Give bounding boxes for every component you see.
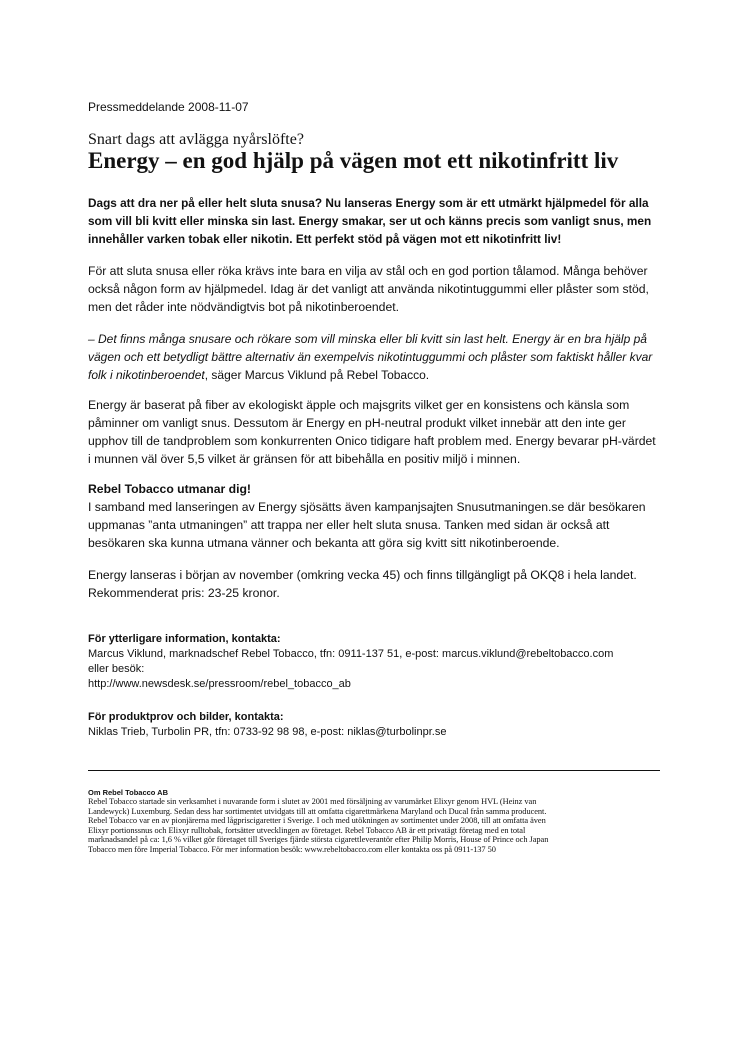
contact-visit-line: eller besök: bbox=[88, 663, 145, 675]
about-line: Landewyck) Luxemburg. Sedan dess har sortimentet utvidgats till att omfatta cigarettmärkena Maryland och Ducal från samma producent. bbox=[88, 806, 547, 816]
body-paragraph-4: I samband med lanseringen av Energy sjösätts även kampanjsajten Snusutmaningen.se där besökaren uppmanas ”anta utmaningen” att trappa ner eller helt sluta snusa. Tanken med sidan är också att besökaren ska kunna utmana vänner och bekanta att göra sig kvitt sitt nikotinberoende. bbox=[88, 500, 646, 550]
contact-block-samples bbox=[88, 710, 446, 740]
page-title: Energy – en god hjälp på vägen mot ett nikotinfritt liv bbox=[88, 148, 619, 173]
about-title: Om Rebel Tobacco AB bbox=[88, 788, 169, 797]
about-line: Rebel Tobacco var en av pionjärerna med lågpriscigaretter i Sverige. I och med utökningen av sortimentet under 2008, till att omfatta även bbox=[88, 816, 546, 825]
lead-paragraph: Dags att dra ner på eller helt sluta snusa? Nu lanseras Energy som är ett utmärkt hjälpmedel för alla som vill bli kvitt eller minska sin last. Energy smakar, ser ut och känns precis som vanligt snus, men innehåller varken tobak eller nikotin. Ett perfekt stöd på vägen mot ett nikotinfritt liv! bbox=[88, 196, 652, 246]
release-dateline: Pressmeddelande 2008-11-07 bbox=[88, 100, 249, 114]
quote-text: – Det finns många snusare och rökare som vill minska eller bli kvitt sin last helt. Energy är en bra hjälp på vägen och ett betydligt bättre alternativ än exempelvis nikotintuggummi och plåster som faktiskt håller kvar folk i nikotinberoendet bbox=[88, 332, 653, 382]
quote-paragraph bbox=[88, 330, 660, 384]
kicker-subheading: Snart dags att avlägga nyårslöfte? bbox=[88, 131, 304, 148]
about-line: Tobacco men före Imperial Tobacco. För mer information besök: www.rebeltobacco.com eller kontakta oss på 0911-137 50 bbox=[88, 844, 496, 854]
contact-label-information: För ytterligare information, kontakta: bbox=[88, 633, 281, 645]
footer-divider bbox=[88, 770, 660, 771]
contact-person-line: Marcus Viklund, marknadschef Rebel Tobacco, tfn: 0911-137 51, e-post: marcus.viklund@rebeltobacco.com bbox=[88, 648, 614, 660]
section-heading: Rebel Tobacco utmanar dig! bbox=[88, 482, 251, 496]
about-line: Rebel Tobacco startade sin verksamhet i nuvarande form i slutet av 2001 med försäljning av varumärket Elixyr genom HVL (Heinz van bbox=[88, 797, 537, 806]
body-paragraph-5: Energy lanseras i början av november (omkring vecka 45) och finns tillgängligt på OKQ8 i hela landet. Rekommenderat pris: 23-25 kronor. bbox=[88, 568, 637, 600]
about-company-block bbox=[88, 788, 660, 854]
about-line: marknadsandel på ca: 1,6 % vilket gör företaget till Sveriges fjärde största cigarettleverantör efter Philip Morris, House of Prince och Japan bbox=[88, 835, 549, 844]
about-line: Elixyr portionssnus och Elixyr rulltobak, fortsätter utvecklingen av företaget. Rebel Tobacco AB är ett privatägt företag med en total bbox=[88, 825, 526, 835]
body-paragraph-1: För att sluta snusa eller röka krävs inte bara en vilja av stål och en god portion tålamod. Många behöver också någon form av hjälpmedel. Idag är det vanligt att använda nikotintuggummi eller plåster som stöd, men det råder inte nödvändigtvis bot på nikotinberoendet. bbox=[88, 264, 649, 314]
body-paragraph-3: Energy är baserat på fiber av ekologiskt äpple och majsgrits vilket ger en konsistens och känsla som påminner om vanligt snus. Dessutom är Energy en pH-neutral produkt vilket innebär att den inte ger upphov till de tandproblem som konkurrenten Onico tidigare haft problem med. Energy bevarar pH-värdet i munnen väl över 5,5 vilket är gränsen för att bibehålla en positiv miljö i minnen. bbox=[88, 398, 656, 466]
quote-attribution: , säger Marcus Viklund på Rebel Tobacco. bbox=[204, 368, 430, 382]
samples-contact-line: Niklas Trieb, Turbolin PR, tfn: 0733-92 98 98, e-post: niklas@turbolinpr.se bbox=[88, 726, 447, 738]
newsroom-link[interactable]: http://www.newsdesk.se/pressroom/rebel_tobacco_ab bbox=[88, 678, 351, 690]
contact-block-information bbox=[88, 632, 613, 692]
contact-label-samples: För produktprov och bilder, kontakta: bbox=[88, 711, 284, 723]
